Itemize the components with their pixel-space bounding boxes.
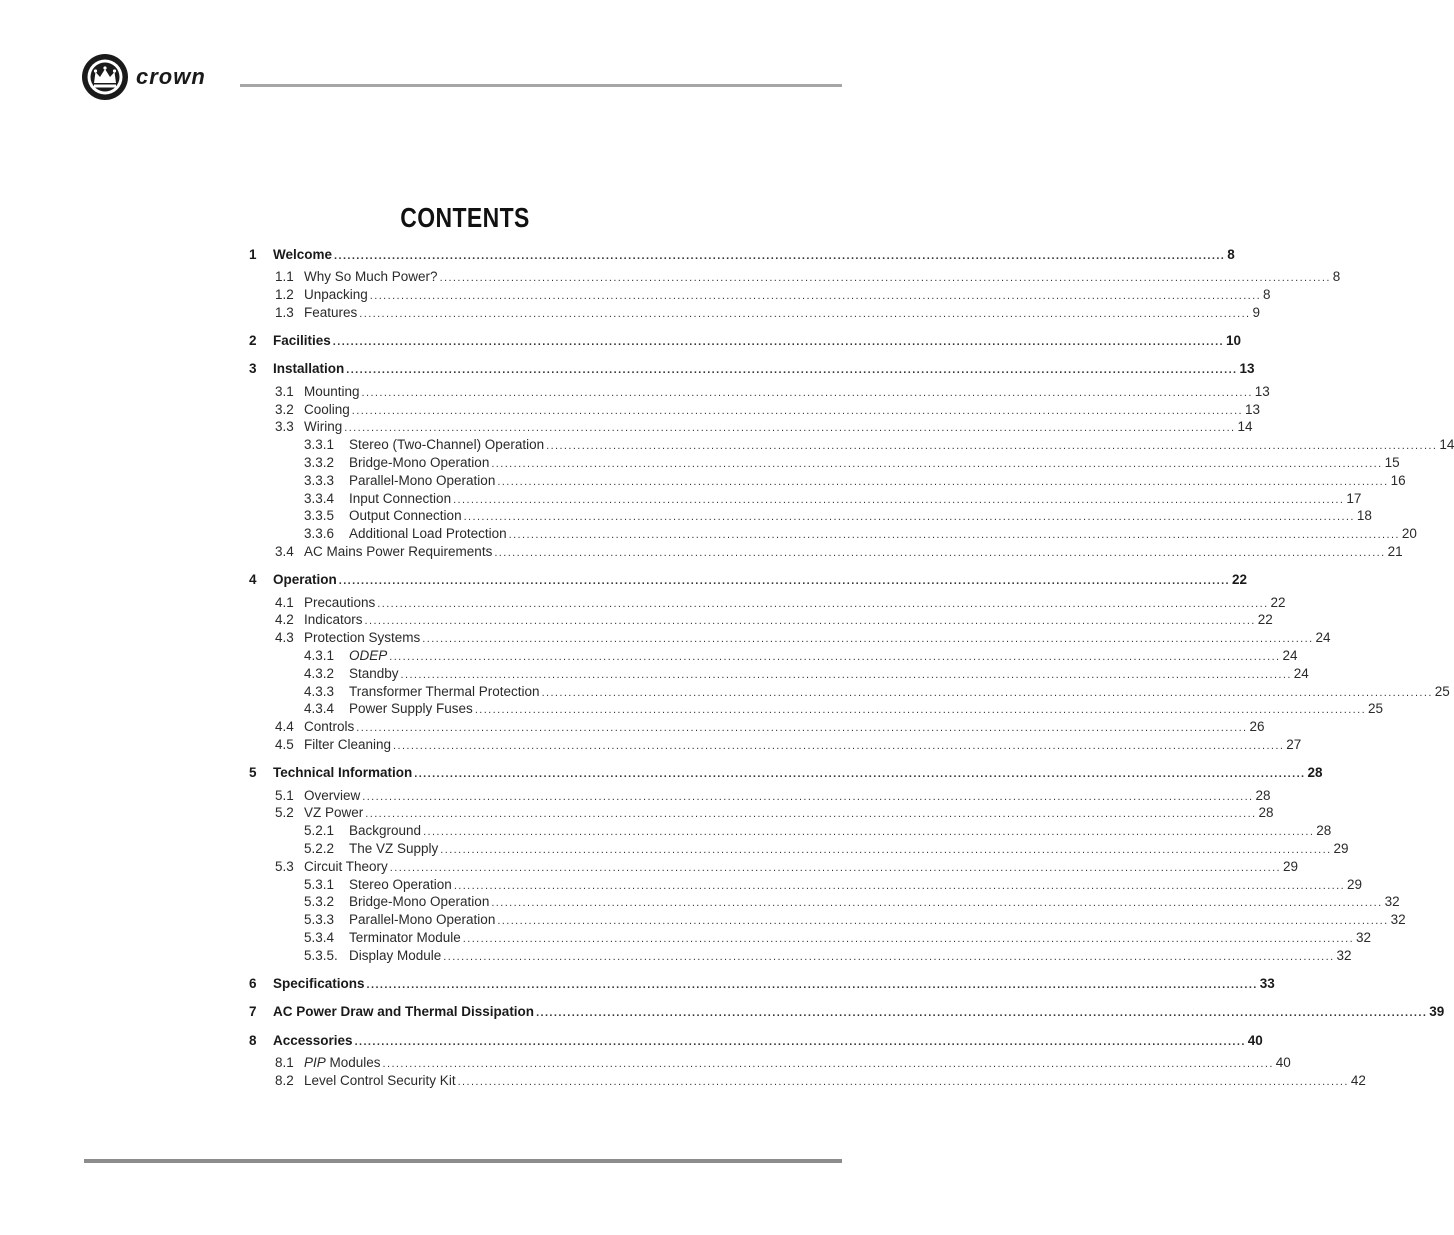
toc-label: Protection Systems	[304, 630, 421, 646]
toc-label: Level Control Security Kit	[304, 1072, 456, 1088]
toc-page-number: 21	[1387, 543, 1403, 559]
toc-label: Additional Load Protection	[349, 526, 507, 542]
toc-label: Stereo Operation	[349, 876, 452, 892]
toc-label: Mounting	[304, 383, 360, 399]
header-rule	[240, 84, 842, 87]
toc-label: Circuit Theory	[304, 858, 388, 874]
toc-leader-dots: ........................................................................................................................................................................................................	[423, 826, 1315, 839]
toc-leader-dots: ........................................................................................................................................................................................................	[400, 668, 1292, 681]
toc-page-number: 14	[1439, 437, 1454, 453]
toc-label: Overview	[304, 787, 361, 803]
toc-number: 5.2.1	[304, 823, 335, 839]
toc-number: 3.4	[275, 543, 294, 559]
toc-label: Controls	[304, 719, 355, 735]
toc-number: 3.3.1	[304, 437, 335, 453]
toc-number: 1.3	[275, 304, 294, 320]
toc-leader-dots: ........................................................................................................................................................................................................	[366, 978, 1258, 991]
page-header	[80, 52, 842, 104]
toc-number: 6	[249, 975, 257, 991]
toc-entry-4-3-3	[249, 683, 1450, 701]
toc-leader-dots: ........................................................................................................................................................................................................	[491, 897, 1383, 910]
toc-entry-1-2	[249, 286, 1271, 304]
toc-leader-dots: ........................................................................................................................................................................................................	[389, 650, 1281, 663]
crown-wordmark	[134, 64, 254, 90]
toc-label: Unpacking	[304, 287, 368, 303]
toc-number: 4.1	[275, 594, 294, 610]
toc-number: 5.2	[275, 805, 294, 821]
toc-leader-dots: ........................................................................................................................................................................................................	[369, 290, 1262, 303]
toc-label: PIP Modules	[304, 1054, 381, 1070]
toc-leader-dots: ........................................................................................................................................................................................................	[491, 457, 1383, 470]
toc-entry-3-3-1	[249, 436, 1454, 454]
toc-number: 4.5	[275, 736, 294, 752]
toc-leader-dots: ........................................................................................................................................................................................................	[497, 475, 1389, 488]
toc-number: 1.1	[275, 269, 294, 285]
toc-number: 5.2.2	[304, 840, 335, 856]
toc-leader-dots: ........................................................................................................................................................................................................	[462, 932, 1355, 945]
toc-number: 3.2	[275, 401, 294, 417]
toc-leader-dots: ........................................................................................................................................................................................................	[494, 546, 1386, 559]
toc-label: Output Connection	[349, 508, 462, 524]
toc-page-number: 32	[1390, 912, 1406, 928]
toc-number: 3.3.6	[304, 526, 335, 542]
toc-leader-dots: ........................................................................................................................................................................................................	[440, 843, 1332, 856]
toc-label: Wiring	[304, 419, 343, 435]
toc-entry-5	[249, 764, 1323, 782]
toc-leader-dots: ........................................................................................................................................................................................................	[453, 493, 1345, 506]
toc-page-number: 20	[1401, 526, 1417, 542]
crown-logo-icon	[80, 52, 130, 102]
toc-leader-dots: ........................................................................................................................................................................................................	[351, 404, 1244, 417]
toc-number: 3.3.5	[304, 508, 335, 524]
toc-page-number: 24	[1293, 665, 1309, 681]
toc-page-number: 27	[1286, 736, 1302, 752]
toc-page-number: 40	[1247, 1032, 1263, 1048]
toc-label: Installation	[273, 361, 345, 377]
toc-number: 8.1	[275, 1054, 294, 1070]
toc-number: 5.3	[275, 858, 294, 874]
toc-entry-5-3-2	[249, 893, 1400, 911]
toc-page-number: 39	[1429, 1004, 1445, 1020]
toc-page-number: 13	[1245, 401, 1261, 417]
toc-entry-5-3-4	[249, 929, 1372, 947]
toc-page-number: 10	[1226, 333, 1242, 349]
toc-label: Power Supply Fuses	[349, 701, 473, 717]
toc-page-number: 13	[1239, 361, 1255, 377]
toc-page-number: 22	[1257, 612, 1273, 628]
toc-page-number: 24	[1315, 630, 1331, 646]
toc-page-number: 22	[1232, 572, 1248, 588]
toc-number: 7	[249, 1004, 257, 1020]
toc-label: Input Connection	[349, 490, 452, 506]
toc-entry-4-3-1	[249, 647, 1298, 665]
toc-number: 3	[249, 361, 257, 377]
toc-entry-3-3	[249, 418, 1253, 436]
toc-label: Precautions	[304, 594, 376, 610]
toc-entry-1	[249, 246, 1235, 264]
toc-page-number: 29	[1347, 876, 1363, 892]
toc-label: ODEP	[349, 647, 388, 663]
toc-label: AC Mains Power Requirements	[304, 543, 493, 559]
toc-leader-dots: ........................................................................................................................................................................................................	[362, 790, 1254, 803]
toc-page-number: 24	[1282, 647, 1298, 663]
toc-label: Features	[304, 304, 358, 320]
toc-leader-dots: ........................................................................................................................................................................................................	[474, 704, 1367, 717]
toc-leader-dots: ........................................................................................................................................................................................................	[541, 686, 1433, 699]
toc-leader-dots: ........................................................................................................................................................................................................	[359, 307, 1251, 320]
toc-entry-4-4	[249, 718, 1265, 736]
toc-label: Cooling	[304, 401, 350, 417]
toc-number: 3.3	[275, 419, 294, 435]
toc-entry-5-3	[249, 858, 1299, 876]
toc-label: Parallel-Mono Operation	[349, 912, 496, 928]
toc-number: 3.1	[275, 383, 294, 399]
toc-page-number: 28	[1258, 805, 1274, 821]
toc-label: The VZ Supply	[349, 840, 439, 856]
toc-page-number: 16	[1390, 472, 1406, 488]
toc-entry-5-3-3	[249, 911, 1406, 929]
toc-entry-4-3-2	[249, 665, 1309, 683]
toc-leader-dots: ........................................................................................................................................................................................................	[508, 529, 1400, 542]
toc-entry-3-3-3	[249, 472, 1406, 490]
toc-label: Specifications	[273, 975, 365, 991]
toc-leader-dots: ........................................................................................................................................................................................................	[334, 250, 1226, 262]
page-title: CONTENTS	[400, 202, 530, 233]
toc-leader-dots: ........................................................................................................................................................................................................	[393, 739, 1285, 752]
toc-number: 4.3.3	[304, 683, 335, 699]
toc-entry-8-2	[249, 1072, 1366, 1090]
toc-number: 4.3.4	[304, 701, 335, 717]
toc-page-number: 18	[1356, 508, 1372, 524]
toc-entry-5-2-1	[249, 822, 1332, 840]
toc-label: Display Module	[349, 947, 442, 963]
toc-label: Indicators	[304, 612, 363, 628]
toc-entry-4-3	[249, 629, 1331, 647]
toc-leader-dots: ........................................................................................................................................................................................................	[422, 633, 1314, 646]
toc-label: Why So Much Power?	[304, 269, 438, 285]
toc-leader-dots: ........................................................................................................................................................................................................	[354, 1035, 1246, 1048]
toc-page-number: 28	[1255, 787, 1271, 803]
toc-number: 8.2	[275, 1072, 294, 1088]
toc-leader-dots: ........................................................................................................................................................................................................	[389, 861, 1282, 874]
toc-number: 4.4	[275, 719, 294, 735]
toc-entry-4-2	[249, 611, 1273, 629]
toc-page-number: 8	[1227, 247, 1235, 262]
toc-entry-4-3-4	[249, 700, 1384, 718]
toc-number: 4.3.2	[304, 665, 335, 681]
toc-entry-6	[249, 975, 1275, 993]
toc-page-number: 33	[1259, 975, 1275, 991]
toc-leader-dots: ........................................................................................................................................................................................................	[497, 915, 1389, 928]
toc-leader-dots: ........................................................................................................................................................................................................	[453, 879, 1346, 892]
toc-number: 5.3.5.	[304, 947, 338, 963]
toc-entry-3-3-6	[249, 525, 1417, 543]
toc-page-number: 17	[1346, 490, 1362, 506]
toc-number: 3.3.3	[304, 472, 335, 488]
toc-page-number: 22	[1270, 594, 1286, 610]
toc-label: Bridge-Mono Operation	[349, 894, 490, 910]
toc-number: 4.3.1	[304, 647, 335, 663]
toc-entry-7	[249, 1003, 1445, 1021]
toc-label: Transformer Thermal Protection	[349, 683, 540, 699]
toc-entry-5-1	[249, 787, 1271, 805]
toc-entry-3	[249, 360, 1255, 378]
toc-label: Technical Information	[273, 765, 413, 781]
toc-leader-dots: ........................................................................................................................................................................................................	[463, 511, 1355, 524]
toc-page-number: 13	[1254, 383, 1270, 399]
toc-entry-3-3-2	[249, 454, 1400, 472]
toc-leader-dots: ........................................................................................................................................................................................................	[346, 364, 1238, 377]
toc-leader-dots: ........................................................................................................................................................................................................	[546, 440, 1438, 453]
toc-label: Bridge-Mono Operation	[349, 454, 490, 470]
toc-page-number: 42	[1350, 1072, 1366, 1088]
toc-page-number: 15	[1384, 454, 1400, 470]
toc-entry-3-3-5	[249, 507, 1372, 525]
toc-number: 1	[249, 247, 257, 262]
toc-label: Operation	[273, 572, 337, 588]
toc-label: Stereo (Two-Channel) Operation	[349, 437, 545, 453]
toc-label: Accessories	[273, 1032, 353, 1048]
table-of-contents	[249, 246, 1454, 1089]
toc-label: Standby	[349, 665, 399, 681]
toc-leader-dots: ........................................................................................................................................................................................................	[332, 336, 1225, 349]
toc-entry-3-2	[249, 401, 1261, 419]
toc-entry-3-3-4	[249, 490, 1362, 508]
toc-label: Welcome	[273, 247, 333, 262]
toc-entry-2	[249, 332, 1242, 350]
toc-leader-dots: ........................................................................................................................................................................................................	[377, 597, 1269, 610]
toc-page-number: 25	[1434, 683, 1450, 699]
toc-number: 5.3.1	[304, 876, 335, 892]
toc-label: Parallel-Mono Operation	[349, 472, 496, 488]
toc-number: 8	[249, 1032, 257, 1048]
toc-page-number: 14	[1237, 419, 1253, 435]
toc-label: Terminator Module	[349, 929, 461, 945]
toc-entry-1-3	[249, 304, 1261, 322]
toc-number: 4	[249, 572, 257, 588]
toc-entry-1-1	[249, 268, 1341, 286]
toc-page-number: 32	[1384, 894, 1400, 910]
toc-page-number: 8	[1332, 269, 1341, 285]
toc-leader-dots: ........................................................................................................................................................................................................	[361, 386, 1253, 399]
toc-entry-5-2-2	[249, 840, 1349, 858]
toc-leader-dots: ........................................................................................................................................................................................................	[364, 615, 1256, 628]
toc-number: 3.3.4	[304, 490, 335, 506]
toc-label: VZ Power	[304, 805, 364, 821]
toc-entry-5-2	[249, 804, 1274, 822]
toc-entry-5-3-1	[249, 876, 1363, 894]
toc-entry-4-5	[249, 736, 1302, 754]
footer-rule	[84, 1159, 842, 1163]
toc-page-number: 29	[1333, 840, 1349, 856]
toc-page-number: 40	[1275, 1054, 1291, 1070]
toc-page-number: 32	[1336, 947, 1352, 963]
toc-number: 5.3.3	[304, 912, 335, 928]
toc-leader-dots: ........................................................................................................................................................................................................	[414, 768, 1306, 781]
toc-number: 5.1	[275, 787, 294, 803]
toc-label: Background	[349, 823, 422, 839]
toc-entry-8	[249, 1032, 1263, 1050]
toc-leader-dots: ........................................................................................................................................................................................................	[382, 1057, 1274, 1070]
toc-entry-8-1	[249, 1054, 1291, 1072]
toc-leader-dots: ........................................................................................................................................................................................................	[536, 1007, 1428, 1020]
toc-entry-3-4	[249, 543, 1403, 561]
svg-text:crown: crown	[136, 64, 206, 89]
toc-number: 5.3.2	[304, 894, 335, 910]
toc-entry-4-1	[249, 594, 1286, 612]
toc-entry-4	[249, 571, 1248, 589]
toc-page-number: 9	[1252, 304, 1261, 320]
toc-label: Filter Cleaning	[304, 736, 392, 752]
toc-leader-dots: ........................................................................................................................................................................................................	[439, 272, 1331, 285]
toc-entry-3-1	[249, 383, 1270, 401]
toc-page-number: 32	[1356, 929, 1372, 945]
toc-number: 4.2	[275, 612, 294, 628]
toc-leader-dots: ........................................................................................................................................................................................................	[344, 422, 1236, 435]
toc-leader-dots: ........................................................................................................................................................................................................	[443, 950, 1335, 963]
toc-label: AC Power Draw and Thermal Dissipation	[273, 1004, 535, 1020]
toc-page-number: 29	[1283, 858, 1299, 874]
toc-number: 4.3	[275, 630, 294, 646]
toc-page-number: 28	[1316, 823, 1332, 839]
toc-page-number: 28	[1307, 765, 1323, 781]
toc-number: 5	[249, 765, 257, 781]
toc-number: 2	[249, 333, 257, 349]
toc-page-number: 25	[1368, 701, 1384, 717]
toc-entry-5-3-5	[249, 947, 1352, 965]
toc-label: Facilities	[273, 333, 331, 349]
toc-number: 5.3.4	[304, 929, 335, 945]
toc-number: 3.3.2	[304, 454, 335, 470]
toc-page-number: 26	[1249, 719, 1265, 735]
toc-leader-dots: ........................................................................................................................................................................................................	[338, 575, 1230, 588]
toc-leader-dots: ........................................................................................................................................................................................................	[356, 722, 1248, 735]
toc-leader-dots: ........................................................................................................................................................................................................	[365, 808, 1257, 821]
toc-page-number: 8	[1263, 287, 1271, 303]
toc-number: 1.2	[275, 287, 294, 303]
toc-leader-dots: ........................................................................................................................................................................................................	[457, 1075, 1349, 1088]
